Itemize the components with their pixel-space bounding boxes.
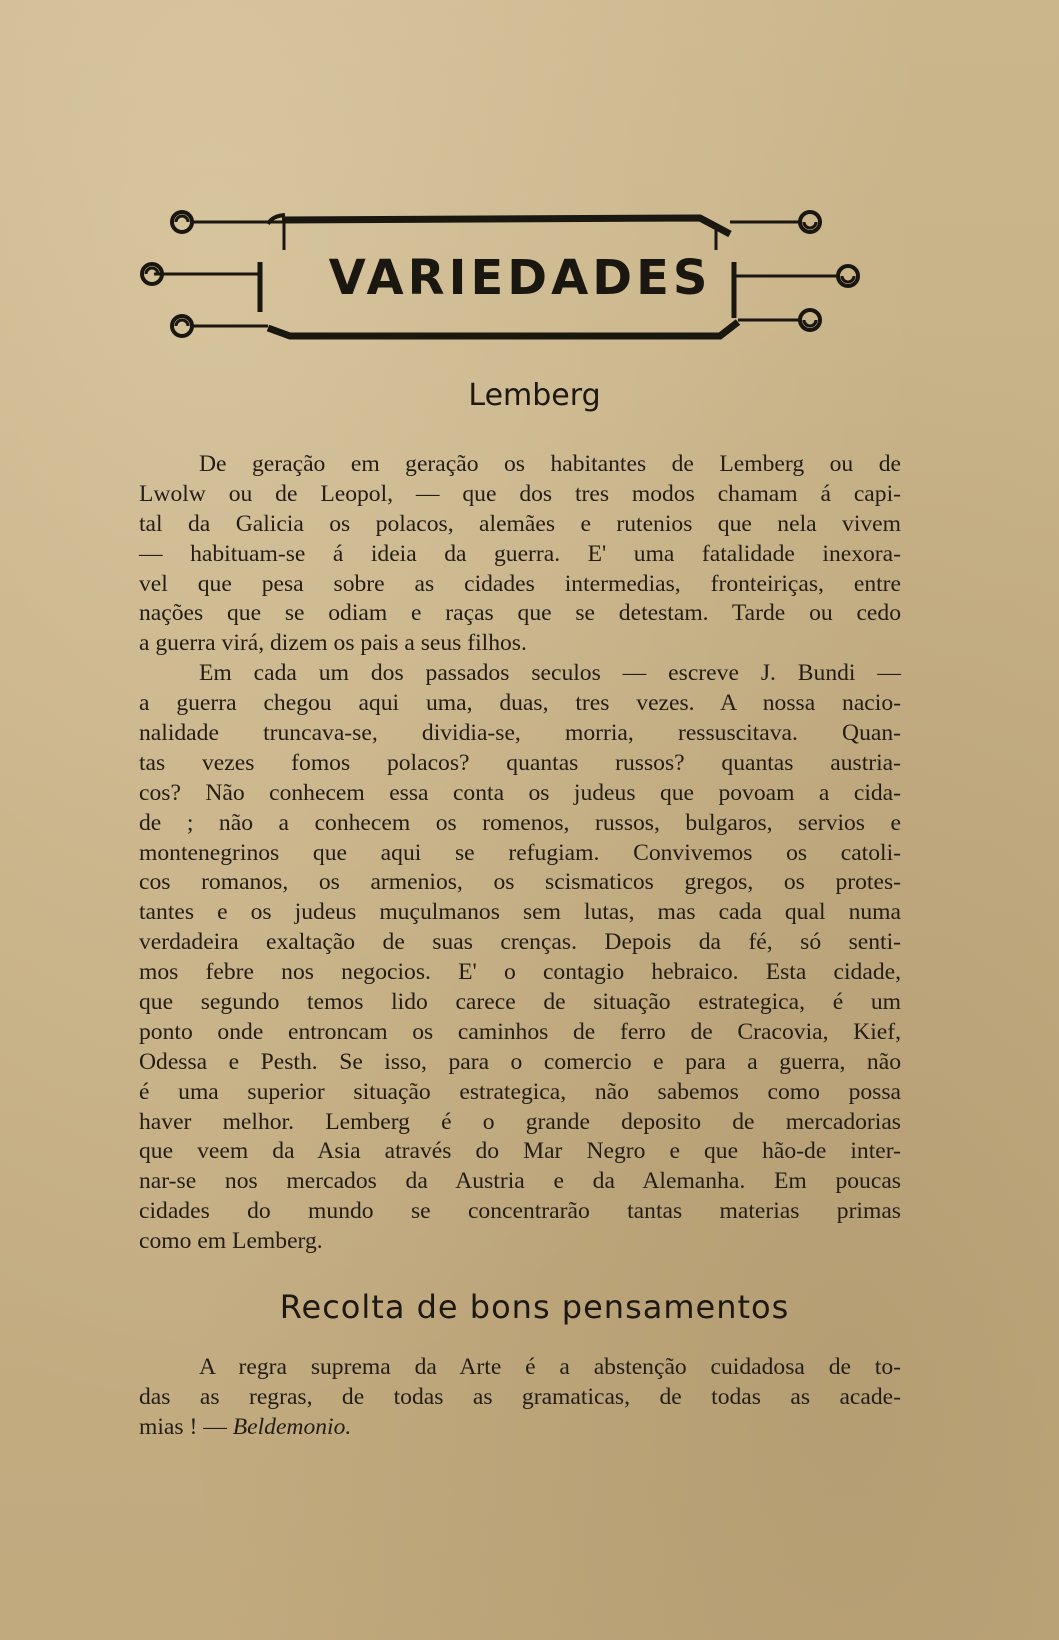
text-line: cidades do mundo se concentrarão tantas materias primas	[139, 1198, 901, 1225]
text-line-final	[139, 1413, 901, 1443]
article-body-lemberg	[139, 450, 901, 1257]
circle-ornament	[142, 264, 162, 284]
text-line: que segundo temos lido carece de situação estrategica, é um	[139, 989, 901, 1016]
text-line: de ; não a conhecem os romenos, russos, bulgaros, servios e	[139, 809, 901, 836]
text-line: A regra suprema da Arte é a abstenção cuidadosa de to-	[199, 1354, 901, 1380]
text-line: Em cada um dos passados seculos — escreve J. Bundi —	[199, 660, 901, 687]
circle-ornament	[800, 212, 820, 232]
text-line: nações que se odiam e raças que se detestam. Tarde ou cedo	[139, 600, 901, 627]
text-line: das as regras, de todas as gramaticas, de todas as acade-	[139, 1383, 901, 1410]
text-line: que veem da Asia através do Mar Negro e que hão-de inter-	[139, 1138, 901, 1165]
circle-ornament	[172, 212, 192, 232]
section-header-title: VARIEDADES	[328, 250, 712, 306]
text-line: montenegrinos que aqui se refugiam. Convivemos os catoli-	[139, 839, 901, 866]
text-line: verdadeira exaltação de suas crenças. Depois da fé, só senti-	[139, 929, 901, 956]
text-line: nalidade truncava-se, dividia-se, morria, ressuscitava. Quan-	[139, 720, 901, 747]
author-signature: Beldemonio.	[232, 1413, 352, 1440]
article-body-recolta	[139, 1353, 901, 1443]
circle-ornament	[172, 316, 192, 336]
text-line: Odessa e Pesth. Se isso, para o comercio e para a guerra, não	[139, 1048, 901, 1075]
text-line: haver melhor. Lemberg é o grande deposito de mercadorias	[139, 1108, 901, 1135]
text-line: mos febre nos negocios. E' o contagio hebraico. Esta cidade,	[139, 959, 901, 986]
text-line: cos? Não conhecem essa conta os judeus que povoam a cida-	[139, 779, 901, 806]
text-line: a guerra chegou aqui uma, duas, tres vezes. A nossa nacio-	[139, 690, 901, 717]
circle-ornament	[800, 310, 820, 330]
text-line: ponto onde entroncam os caminhos de ferro de Cracovia, Kief,	[139, 1018, 901, 1045]
text-line: como em Lemberg.	[139, 1228, 323, 1255]
article-title-lemberg: Lemberg	[468, 378, 601, 413]
text-line: De geração em geração os habitantes de Lemberg ou de	[199, 451, 901, 477]
text-fragment: mias ! —	[139, 1413, 233, 1440]
text-line: cos romanos, os armenios, os scismaticos gregos, os protes-	[139, 869, 901, 896]
text-line: a guerra virá, dizem os pais a seus filhos.	[139, 630, 527, 657]
article-title-recolta: Recolta de bons pensamentos	[279, 1288, 790, 1326]
circle-ornament	[838, 266, 858, 286]
text-line: — habituam-se á ideia da guerra. E' uma fatalidade inexora-	[139, 540, 901, 567]
text-line: vel que pesa sobre as cidades intermedias, fronteiriças, entre	[139, 570, 901, 597]
text-line: Lwolw ou de Leopol, — que dos tres modos chamam á capi-	[139, 480, 901, 507]
text-line: tas vezes fomos polacos? quantas russos? quantas austria-	[139, 749, 901, 776]
text-line: tal da Galicia os polacos, alemães e rutenios que nela vivem	[139, 510, 901, 537]
text-line: tantes e os judeus muçulmanos sem lutas, mas cada qual numa	[139, 899, 901, 926]
text-line: é uma superior situação estrategica, não sabemos como possa	[139, 1078, 901, 1105]
text-line: nar-se nos mercados da Austria e da Alemanha. Em poucas	[139, 1168, 901, 1195]
header-ornament	[140, 200, 900, 350]
